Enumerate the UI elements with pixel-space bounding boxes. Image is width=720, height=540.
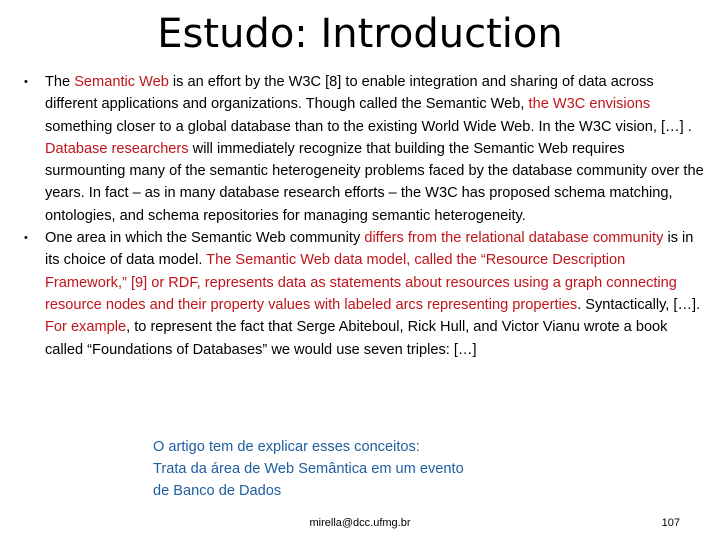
note-line: de Banco de Dados [153,483,282,499]
highlight-semantic-web: Semantic Web [74,74,169,90]
highlight-for-example: For example [45,319,127,336]
text-run: is an effort by the W3C [8] to enable integration and sharing of data across different applications and organizations. Though called the Semantic Web, [45,74,654,113]
bullet-list [24,71,704,361]
bullet-icon: • [24,76,28,88]
text-run: . Syntactically, […]. [577,296,701,313]
highlight-w3c-envisions: the W3C envisions [528,96,651,113]
text-run: is in its choice of data model. [45,230,694,269]
note-line: Trata da área de Web Semântica em um evento [153,461,464,477]
highlight-database-researchers: Database researchers [45,140,189,157]
bullet-item-data-model [24,227,704,361]
text-run: One area in which the Semantic Web community [45,230,365,247]
bullet-item-semantic-web [24,71,704,227]
text-run: something closer to a global database than to the existing World Wide Web. In the W3C vision, […] . [45,118,692,135]
highlight-rdf-description: The Semantic Web data model, called the “Resource Description Framework,” [9] or RDF, represents data as statements about resources using a graph connecting resource nodes and their property values with labeled arcs representing properties [45,252,677,313]
footer-email: mirella@dcc.ufmg.br [309,517,411,529]
slide-title: Estudo: Introduction [157,11,563,57]
text-run: , to represent the fact that Serge Abiteboul, Rick Hull, and Victor Vianu wrote a book called “Foundations of Databases” we would use seven triples: […] [45,319,668,358]
bullet-text [45,71,704,227]
page-number: 107 [661,517,680,529]
note-line: O artigo tem de explicar esses conceitos: [153,439,420,455]
comment-note [153,436,573,502]
highlight-differs: differs from the relational database community [364,230,664,247]
text-run: The [45,74,75,90]
bullet-icon: • [24,232,28,245]
bullet-text [45,227,704,361]
text-run: will immediately recognize that building the Semantic Web requires surmounting many of the semantic heterogeneity problems faced by the database community over the years. In fact – as in many database research efforts – the W3C has proposed schema matching, ontologies, and schema repositories for managing semantic heterogeneity. [45,140,704,224]
